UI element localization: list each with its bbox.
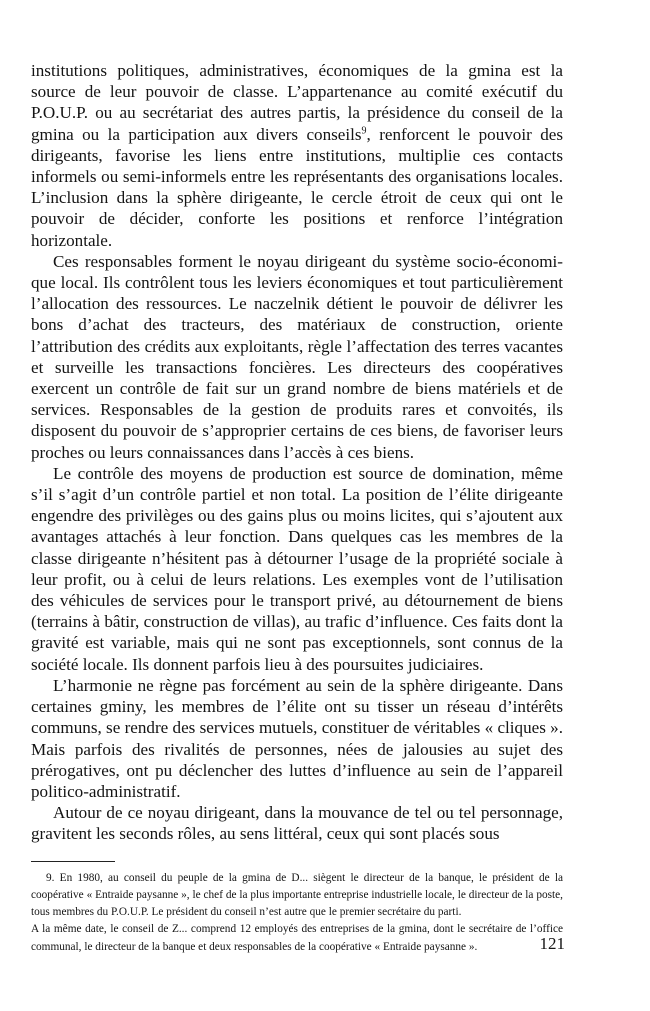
paragraph-1: institutions politiques, administratives, économiques de la gmina est la source de leur pouvoir de classe. L’appartenance au comité exécutif du P.O.U.P. ou au secrétariat des autres partis, la présidence du conseil de la gmina ou la participation aux divers conseils$^9$, renforcent le pouvoir des dirigeants, favorise les liens entre institutions, multiplie ces contacts informels ou semi-informels entre les représentants des organisations locales. L’inclusion dans la sphère dirigeante, le cercle étroit de ceux qui ont le pouvoir de décider, conforte les positions et renforce l’intégration horizontale. <box>31 61 563 250</box>
paragraph-2: Ces responsables forment le noyau dirigeant du système socio-économique local. Ils contrôlent tous les leviers économiques et tout particulièrement l’allocation des ressources. Le naczelnik détient le pouvoir de délivrer les bons d’achat des tracteurs, des matériaux de construction, oriente l’attribution des crédits aux exploitants, règle l’affectation des terres vacantes et surveille les transactions foncières. Les directeurs des coopératives exercent un contrôle de fait sur un grand nombre de biens matériels et de services. Responsables de la gestion de produits rares et convoités, ils disposent du pouvoir de s’approprier certains de ces biens, de favoriser leurs proches ou leurs connaissances dans l’accès à ces biens. <box>31 251 563 462</box>
paragraph-4: L’harmonie ne règne pas forcément au sein de la sphère dirigeante. Dans certaines gminy, les membres de l’élite ont su tisser un réseau d’intérêts communs, se rendre des services mutuels, constituer de véritables « cliques ». Mais parfois des rivalités de personnes, nées de jalousies au sujet des prérogatives, ont pu déclencher des luttes d’influence au sein de l’appareil politico-administratif. <box>31 675 563 801</box>
book-page <box>31 60 563 956</box>
footnotes <box>31 870 563 956</box>
footnote-9: 9. En 1980, au conseil du peuple de la gmina de D... siègent le directeur de la banque, le président de la coopérative « Entraide paysanne », le chef de la plus importante entreprise industrielle locale, le directeur de la poste, tous membres du P.O.U.P. Le président du conseil n’est autre que le premier secrétaire du parti. <box>31 871 563 919</box>
main-text <box>31 60 563 845</box>
footnote-divider <box>31 861 115 862</box>
footnote-9-continued: A la même date, le conseil de Z... comprend 12 employés des entreprises de la gmina, dont le secrétaire de l’office communal, le directeur de la banque et deux responsables de la coopérative « Entraide paysanne ». <box>31 923 563 953</box>
page-number: 121 <box>539 934 565 953</box>
paragraph-3: Le contrôle des moyens de production est source de domination, même s’il s’agit d’un contrôle partiel et non total. La position de l’élite dirigeante engendre des privilèges ou des gains plus ou moins licites, qui s’ajoutent aux avantages attachés à leur fonction. Dans quelques cas les membres de la classe dirigeante n’hésitent pas à détourner l’usage de la propriété sociale à leur profit, ou à celui de leurs relations. Les exemples vont de l’utilisation des véhicules de services pour le transport privé, au détournement de biens (terrains à bâtir, construction de villas), au trafic d’influence. Ces faits dont la gravité est variable, mais qui ne sont pas exceptionnels, sont connus de la société locale. Ils donnent parfois lieu à des poursuites judiciaires. <box>31 463 563 674</box>
paragraph-5: Autour de ce noyau dirigeant, dans la mouvance de tel ou tel personnage, gravitent les seconds rôles, au sens littéral, ceux qui sont placés sous <box>31 803 563 844</box>
footnote-ref-9: 9 <box>361 124 367 136</box>
